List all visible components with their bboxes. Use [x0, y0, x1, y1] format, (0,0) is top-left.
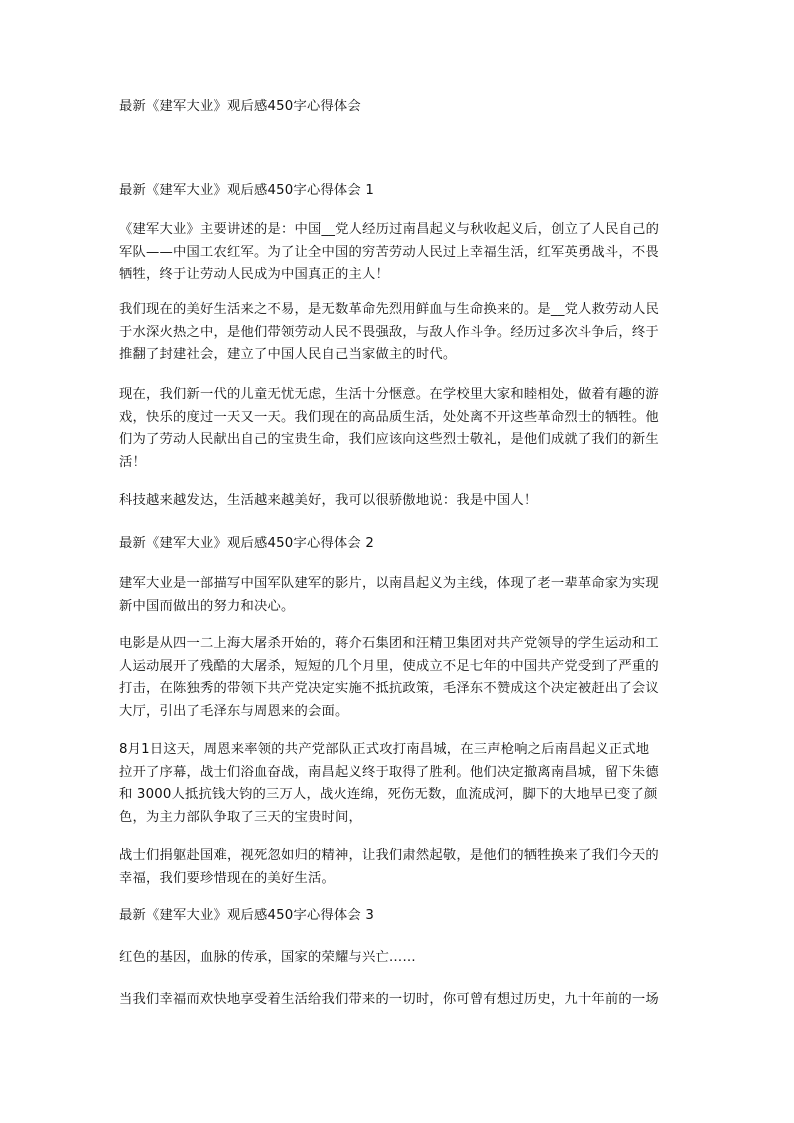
paragraph-line: 军队——中国工农红军。为了让全中国的穷苦劳动人民过上幸福生活，红军英勇战斗，不畏: [119, 244, 659, 260]
paragraph: [119, 989, 659, 1012]
paragraph-line: 活！: [119, 454, 146, 470]
paragraph-line: 拉开了序幕，战士们浴血奋战，南昌起义终于取得了胜利。他们决定撤离南昌城，留下朱德: [119, 764, 659, 780]
paragraph-line: 当我们幸福而欢快地享受着生活给我们带来的一切时，你可曾有想过历史，九十年前的一场: [119, 992, 659, 1007]
paragraph-line: 幸福，我们要珍惜现在的美好生活。: [119, 870, 335, 886]
paragraph: [119, 384, 659, 474]
paragraph-line: 牺牲，终于让劳动人民成为中国真正的主人！: [119, 267, 389, 282]
paragraph-line: 红色的基因，血脉的传承，国家的荣耀与兴亡……: [119, 950, 416, 965]
paragraph: [119, 490, 537, 513]
paragraph-line: 《建军大业》主要讲述的是：中国__党人经历过南昌起义与秋收起义后，创立了人民自己的: [119, 222, 660, 237]
paragraph-line: 色，为主力部队争取了三天的宝贵时间，: [119, 809, 362, 825]
paragraph: [119, 845, 659, 890]
paragraph-line: 推翻了封建社会，建立了中国人民自己当家做主的时代。: [119, 347, 457, 362]
paragraph-line: 们为了劳动人民献出自己的宝贵生命，我们应该向这些烈士敬礼，是他们成就了我们的新生: [119, 432, 659, 447]
paragraph: [119, 633, 659, 723]
section-heading: 最新《建军大业》观后感450字心得体会 3: [119, 908, 375, 923]
paragraph: [119, 573, 659, 618]
paragraph: [119, 299, 659, 367]
paragraph: [119, 219, 659, 287]
paragraph-line: 科技越来越发达，生活越来越美好，我可以很骄傲地说：我是中国人！: [119, 493, 538, 508]
paragraph-line: 大厅，引出了毛泽东与周恩来的会面。: [119, 703, 349, 719]
paragraph-line: 建军大业是一部描写中国军队建军的影片，以南昌起义为主线，体现了老一辈革命家为实现: [119, 576, 659, 591]
paragraph-line: 战士们捐躯赴国难，视死忽如归的精神，让我们肃然起敬，是他们的牺牲换来了我们今天的: [119, 848, 659, 863]
document-title: 最新《建军大业》观后感450字心得体会: [119, 99, 361, 114]
paragraph-line: 打击，在陈独秀的带领下共产党决定实施不抵抗政策，毛泽东不赞成这个决定被赶出了会议: [119, 681, 659, 696]
paragraph-line: 人运动展开了残酷的大屠杀，短短的几个月里，使成立不足七年的中国共产党受到了严重的: [119, 658, 659, 674]
paragraph-line: 现在，我们新一代的儿童无忧无虑，生活十分惬意。在学校里大家和睦相处，做着有趣的游: [119, 387, 659, 402]
paragraph: [119, 739, 659, 829]
section-heading: 最新《建军大业》观后感450字心得体会 2: [119, 536, 375, 551]
paragraph-line: 我们现在的美好生活来之不易，是无数革命先烈用鲜血与生命换来的。是__党人救劳动人民: [119, 302, 660, 317]
paragraph-line: 电影是从四一二上海大屠杀开始的，蒋介石集团和汪精卫集团对共产党领导的学生运动和工: [119, 636, 659, 651]
paragraph-line: 于水深火热之中，是他们带领劳动人民不畏强敌，与敌人作斗争。经历过多次斗争后，终于: [119, 324, 659, 340]
section-heading: 最新《建军大业》观后感450字心得体会 1: [119, 183, 375, 198]
paragraph-line: 8月1日这天，周恩来率领的共产党部队正式攻打南昌城，在三声枪响之后南昌起义正式地: [119, 742, 650, 757]
paragraph-line: 新中国而做出的努力和决心。: [119, 598, 295, 614]
paragraph-line: 和 3000人抵抗钱大钧的三万人，战火连绵，死伤无数，血流成河，脚下的大地早已变了颜: [119, 787, 658, 802]
paragraph-line: 戏，快乐的度过一天又一天。我们现在的高品质生活，处处离不开这些革命烈士的牺牲。他: [119, 409, 659, 425]
paragraph: [119, 947, 416, 970]
